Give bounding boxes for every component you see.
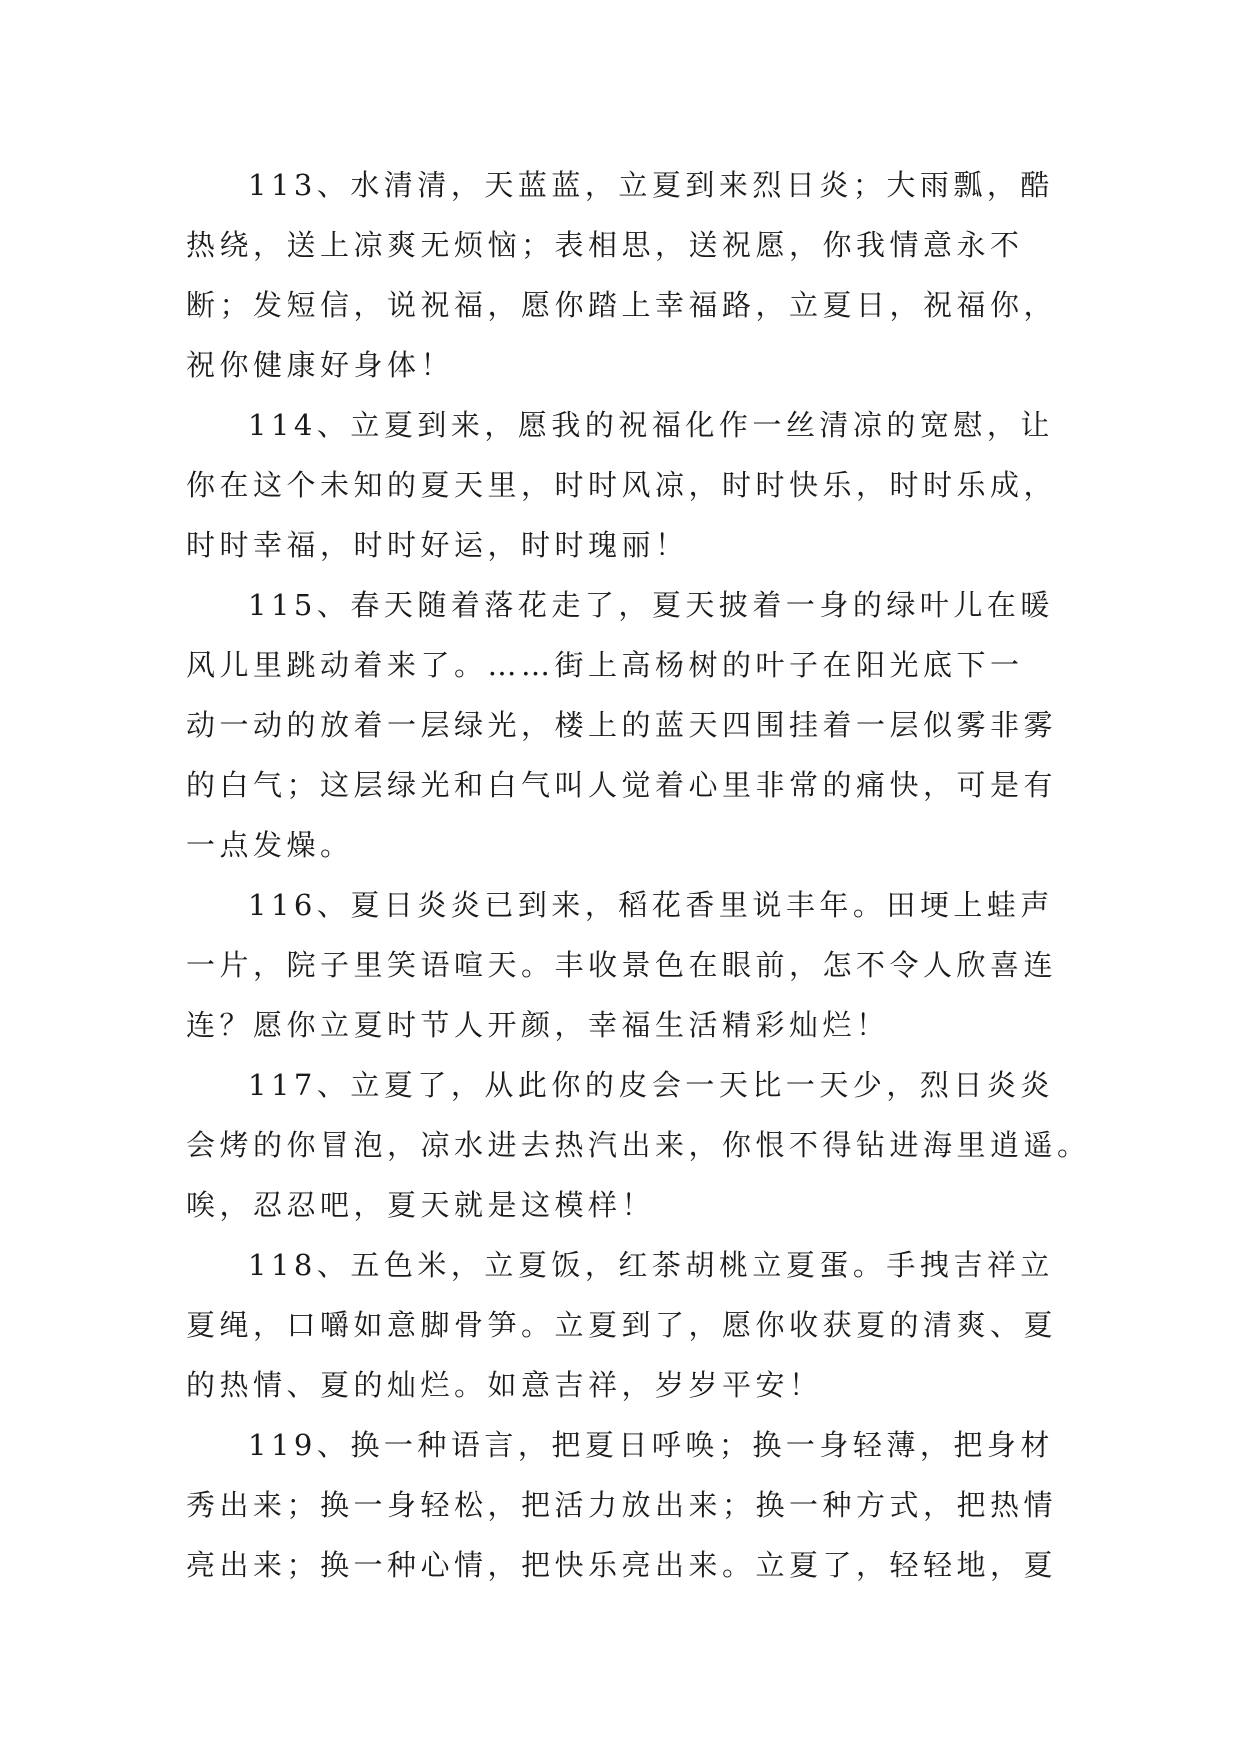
paragraph-line: 连？愿你立夏时节人开颜，幸福生活精彩灿烂！ <box>186 1008 890 1042</box>
paragraph <box>186 155 1058 395</box>
paragraph-line: 夏绳，口嚼如意脚骨笋。立夏到了，愿你收获夏的清爽、夏 <box>186 1308 1058 1342</box>
paragraph-line: 118、五色米，立夏饭，红茶胡桃立夏蛋。手拽吉祥立 <box>248 1248 1054 1282</box>
paragraph-line: 一片，院子里笑语喧天。丰收景色在眼前，怎不令人欣喜连 <box>186 948 1058 982</box>
paragraph-line: 动一动的放着一层绿光，楼上的蓝天四围挂着一层似雾非雾 <box>186 708 1058 742</box>
paragraph <box>186 1415 1058 1595</box>
paragraph <box>186 875 1058 1055</box>
paragraph-line: 117、立夏了，从此你的皮会一天比一天少，烈日炎炎 <box>248 1068 1054 1102</box>
document-body <box>186 155 1091 1595</box>
paragraph-line: 116、夏日炎炎已到来，稻花香里说丰年。田埂上蛙声 <box>248 888 1054 922</box>
paragraph-line: 风儿里跳动着来了。……街上高杨树的叶子在阳光底下一 <box>186 648 1024 682</box>
paragraph-line: 115、春天随着落花走了，夏天披着一身的绿叶儿在暖 <box>248 588 1054 622</box>
paragraph <box>186 1055 1091 1235</box>
paragraph-line: 祝你健康好身体！ <box>186 348 455 382</box>
paragraph <box>186 1235 1058 1415</box>
paragraph-line: 你在这个未知的夏天里，时时风凉，时时快乐，时时乐成， <box>186 468 1058 502</box>
paragraph-line: 119、换一种语言，把夏日呼唤；换一身轻薄，把身材 <box>248 1428 1054 1462</box>
paragraph-line: 会烤的你冒泡，凉水进去热汽出来，你恨不得钻进海里逍遥。 <box>186 1128 1091 1162</box>
paragraph-line: 断；发短信，说祝福，愿你踏上幸福路，立夏日，祝福你， <box>186 288 1058 322</box>
paragraph-line: 113、水清清，天蓝蓝，立夏到来烈日炎；大雨瓢，酷 <box>248 168 1054 202</box>
paragraph <box>186 575 1058 875</box>
paragraph <box>186 395 1058 575</box>
paragraph-line: 时时幸福，时时好运，时时瑰丽！ <box>186 528 689 562</box>
paragraph-line: 一点发燥。 <box>186 828 354 862</box>
paragraph-line: 114、立夏到来，愿我的祝福化作一丝清凉的宽慰，让 <box>248 408 1054 442</box>
paragraph-line: 的热情、夏的灿烂。如意吉祥，岁岁平安！ <box>186 1368 823 1402</box>
paragraph-line: 亮出来；换一种心情，把快乐亮出来。立夏了，轻轻地，夏 <box>186 1548 1058 1582</box>
paragraph-line: 的白气；这层绿光和白气叫人觉着心里非常的痛快，可是有 <box>186 768 1058 802</box>
paragraph-line: 秀出来；换一身轻松，把活力放出来；换一种方式，把热情 <box>186 1488 1058 1522</box>
paragraph-line: 热绕，送上凉爽无烦恼；表相思，送祝愿，你我情意永不 <box>186 228 1024 262</box>
paragraph-line: 唉，忍忍吧，夏天就是这模样！ <box>186 1188 656 1222</box>
